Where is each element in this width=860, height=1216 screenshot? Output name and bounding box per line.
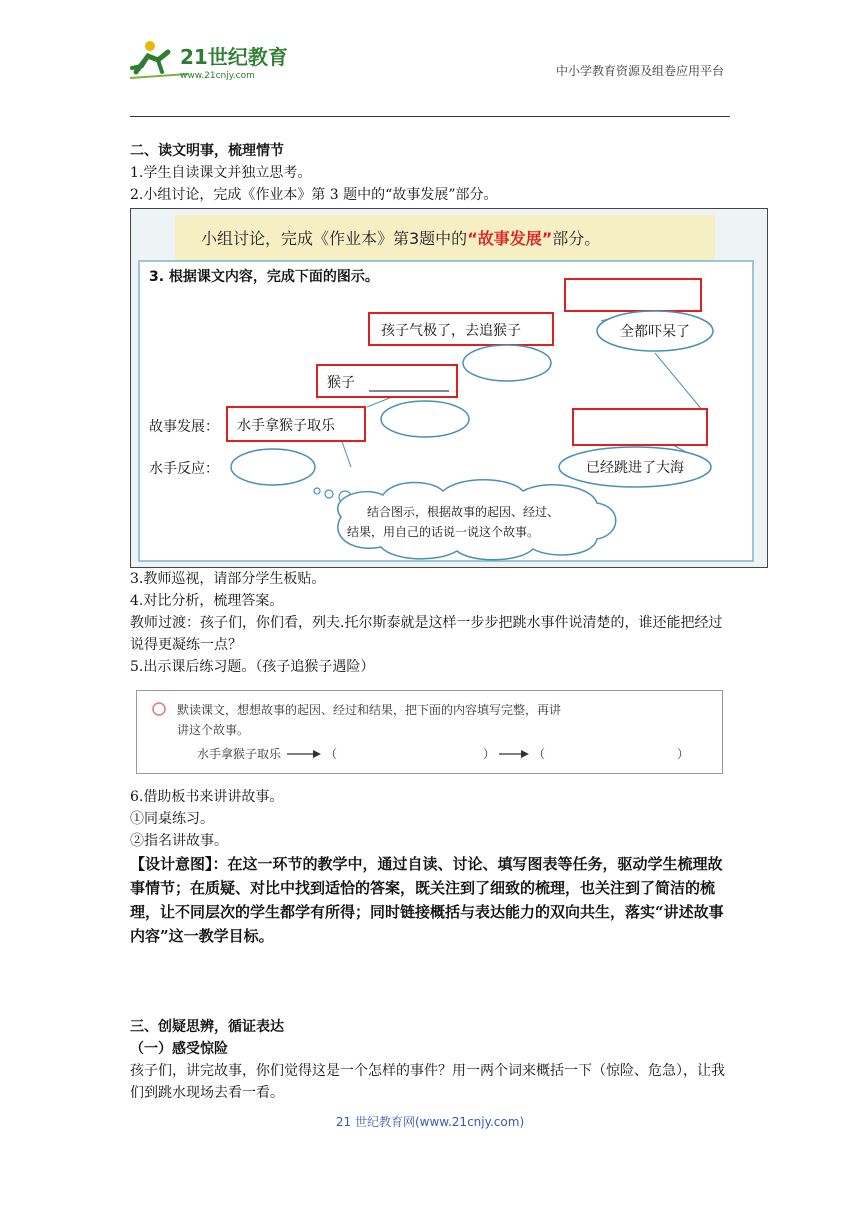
- teacher-transition: 教师过渡：孩子们，你们看，列夫.托尔斯泰就是这样一步步把跳水事件说清楚的，谁还能把经过说得更凝练一点？: [130, 615, 723, 653]
- logo-url: www.21cnjy.com: [180, 71, 255, 81]
- header-divider: [130, 116, 730, 117]
- svg-text:（: （: [325, 747, 338, 761]
- exercise-line-1: 默读课文，想想故事的起因、经过和结果，把下面的内容填写完整，再讲: [177, 703, 562, 717]
- question-text: 3. 根据课文内容，完成下面的图示。: [149, 269, 379, 285]
- blank-box-top: [565, 279, 701, 311]
- svg-text:（: （: [533, 747, 546, 761]
- section-3-subtitle: （一）感受惊险: [130, 1041, 228, 1057]
- cloud-line-1: 结合图示，根据故事的起因、经过、: [367, 505, 560, 519]
- design-intent-text: ：在这一环节的教学中，通过自读、讨论、填写图表等任务，驱动学生梳理故事情节；在质疑、对比中找到适恰的答案，既关注到了细致的梳理，也关注到了简洁的梳理，让不同层次的学生都学有所得；同时链接概括与表达能力的双向共生，落实“讲述故事内容”这一教学目标。: [130, 855, 724, 945]
- oval-all-scared-text: 全都吓呆了: [620, 324, 690, 340]
- step-5: 5.出示课后练习题。（孩子追猴子遇险）: [130, 659, 375, 675]
- svg-text:）: ）: [483, 747, 496, 761]
- banner-text: 小组讨论，完成《作业本》第3题中的“故事发展”部分。: [201, 229, 601, 248]
- step-3: 3.教师巡视，请部分学生板贴。: [130, 571, 326, 587]
- logo-text: 21世纪教育: [180, 45, 288, 69]
- design-intent: [130, 852, 730, 948]
- cloud-line-2: 结果，用自己的话说一说这个故事。: [347, 525, 540, 539]
- box-child-text: 孩子气极了，去追猴子: [381, 323, 521, 339]
- step-4: 4.对比分析，梳理答案。: [130, 593, 284, 609]
- oval-blank-2: [381, 401, 469, 437]
- exercise-number-icon: [153, 703, 165, 715]
- chain-start: 水手拿猴子取乐: [197, 747, 282, 761]
- main-content: [130, 140, 730, 1104]
- oval-blank-3: [231, 449, 315, 485]
- story-diagram-figure: [130, 208, 768, 568]
- label-story-development: 故事发展：: [149, 419, 219, 435]
- box-sailor-text: 水手拿猴子取乐: [237, 418, 335, 434]
- oval-blank-1: [463, 345, 551, 381]
- platform-name: 中小学教育资源及组卷应用平台: [555, 64, 724, 78]
- box-monkey-text: 猴子: [327, 375, 355, 391]
- section-2-title: 二、读文明事，梳理情节: [130, 143, 284, 159]
- step-2: 2.小组讨论，完成《作业本》第 3 题中的“故事发展”部分。: [130, 187, 498, 203]
- design-intent-label: 【设计意图】: [130, 855, 213, 873]
- section-3-paragraph: 孩子们，讲完故事，你们觉得这是一个怎样的事件？用一两个词来概括一下（惊险、危急），让我们到跳水现场去看一看。: [130, 1063, 725, 1101]
- blank-box-right: [573, 409, 707, 445]
- svg-text:）: ）: [677, 747, 690, 761]
- label-sailor-reaction: 水手反应：: [149, 461, 219, 477]
- site-logo: [128, 38, 298, 82]
- section-3-title: 三、创疑思辨，循证表达: [130, 1019, 284, 1035]
- sub-step-1: ①同桌练习。: [130, 811, 214, 827]
- step-6: 6.借助板书来讲讲故事。: [130, 789, 284, 805]
- sub-step-2: ②指名讲故事。: [130, 833, 228, 849]
- oval-jumped-sea-text: 已经跳进了大海: [586, 460, 684, 476]
- exercise-figure: [136, 690, 723, 774]
- step-1: 1.学生自读课文并独立思考。: [130, 165, 312, 181]
- footer-link[interactable]: 21 世纪教育网(www.21cnjy.com): [335, 1115, 525, 1129]
- exercise-line-2: 讲这个故事。: [177, 723, 250, 737]
